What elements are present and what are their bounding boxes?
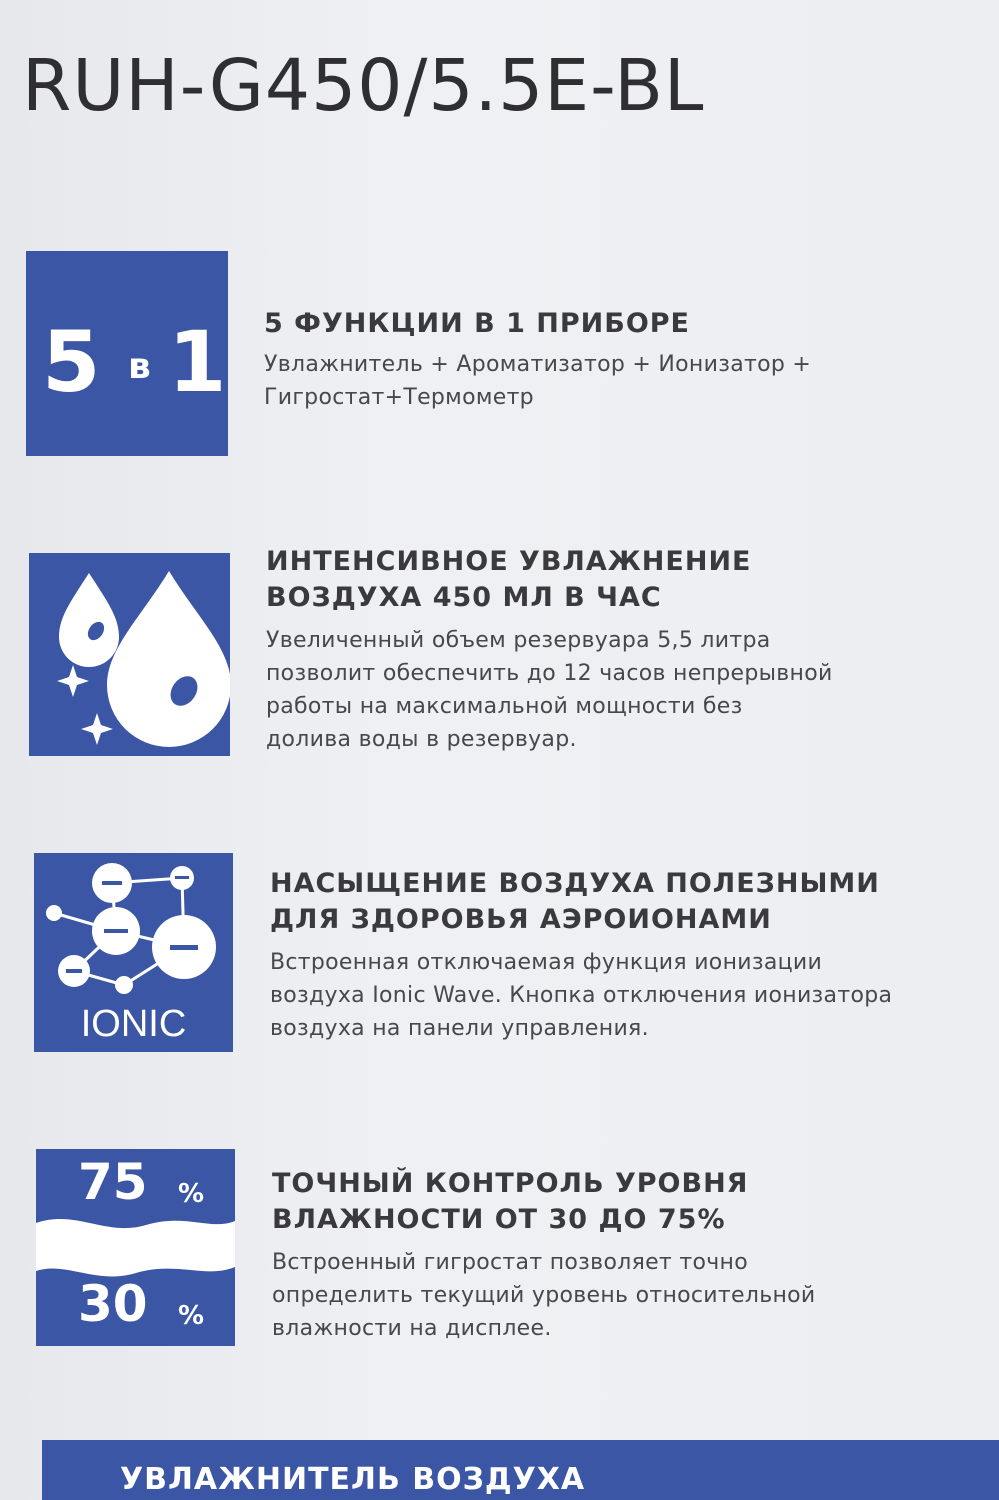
feature-desc-line: Встроенный гигростат позволяет точно [272,1250,748,1275]
feature-title-line: НАСЫЩЕНИЕ ВОЗДУХА ПОЛЕЗНЫМИ [270,868,880,899]
feature-humidification [266,544,986,756]
feature-title [270,866,999,938]
feature-desc-line: Встроенная отключаемая функция ионизации [270,950,823,975]
feature-description [272,1246,992,1345]
feature-title-line: ИНТЕНСИВНОЕ УВЛАЖНЕНИЕ [266,546,752,577]
feature-title-line: 5 ФУНКЦИИ В 1 ПРИБОРЕ [264,308,690,339]
feature-title-line: ВОЗДУХА 450 МЛ В ЧАС [266,582,662,613]
water-drops-icon [29,553,230,756]
feature-title [272,1166,992,1238]
feature-title-line: ДЛЯ ЗДОРОВЬЯ АЭРОИОНАМИ [270,904,772,935]
ionic-label: IONIC [80,1003,187,1045]
feature-title-line: ВЛАЖНОСТИ ОТ 30 ДО 75% [272,1204,726,1235]
feature-desc-line: Увеличенный объем резервуара 5,5 литра [266,628,771,653]
feature-ionization [270,866,999,1045]
feature-desc-line: Увлажнитель + Ароматизатор + Ионизатор + [264,352,812,377]
feature-desc-line: воздуха на панели управления. [270,1016,649,1041]
feature-description [266,624,986,756]
humidity-range-icon [36,1149,235,1346]
footer-label: УВЛАЖНИТЕЛЬ ВОЗДУХА [120,1462,586,1497]
humidity-max-value: 75 [78,1153,148,1211]
feature-five-in-one [264,306,984,414]
model-number: RUH-G450/5.5E-BL [22,44,705,127]
feature-title [266,544,986,616]
ionic-molecules-icon [34,853,233,1052]
feature-humidity-control [272,1166,992,1345]
icon-number-five: 5 [42,313,101,411]
five-in-one-icon [26,251,228,456]
footer-banner [42,1440,999,1500]
water-drops-graphic [29,553,230,756]
icon-word-v: в [128,346,151,387]
feature-title [264,306,984,342]
feature-desc-line: Гигростат+Термометр [264,385,534,410]
humidity-min-unit: % [178,1301,205,1331]
feature-title-line: ТОЧНЫЙ КОНТРОЛЬ УРОВНЯ [272,1168,749,1199]
feature-desc-line: влажности на дисплее. [272,1316,552,1341]
feature-description [264,348,984,414]
feature-desc-line: воздуха Ionic Wave. Кнопка отключения ионизатора [270,983,893,1008]
feature-desc-line: позволит обеспечить до 12 часов непрерывной [266,661,833,686]
icon-number-one: 1 [168,313,227,411]
feature-desc-line: работы на максимальной мощности без [266,694,743,719]
humidity-min-value: 30 [78,1275,148,1333]
feature-desc-line: определить текущий уровень относительной [272,1283,816,1308]
feature-description [270,946,999,1045]
humidity-max-unit: % [178,1179,205,1209]
feature-desc-line: долива воды в резервуар. [266,727,577,752]
